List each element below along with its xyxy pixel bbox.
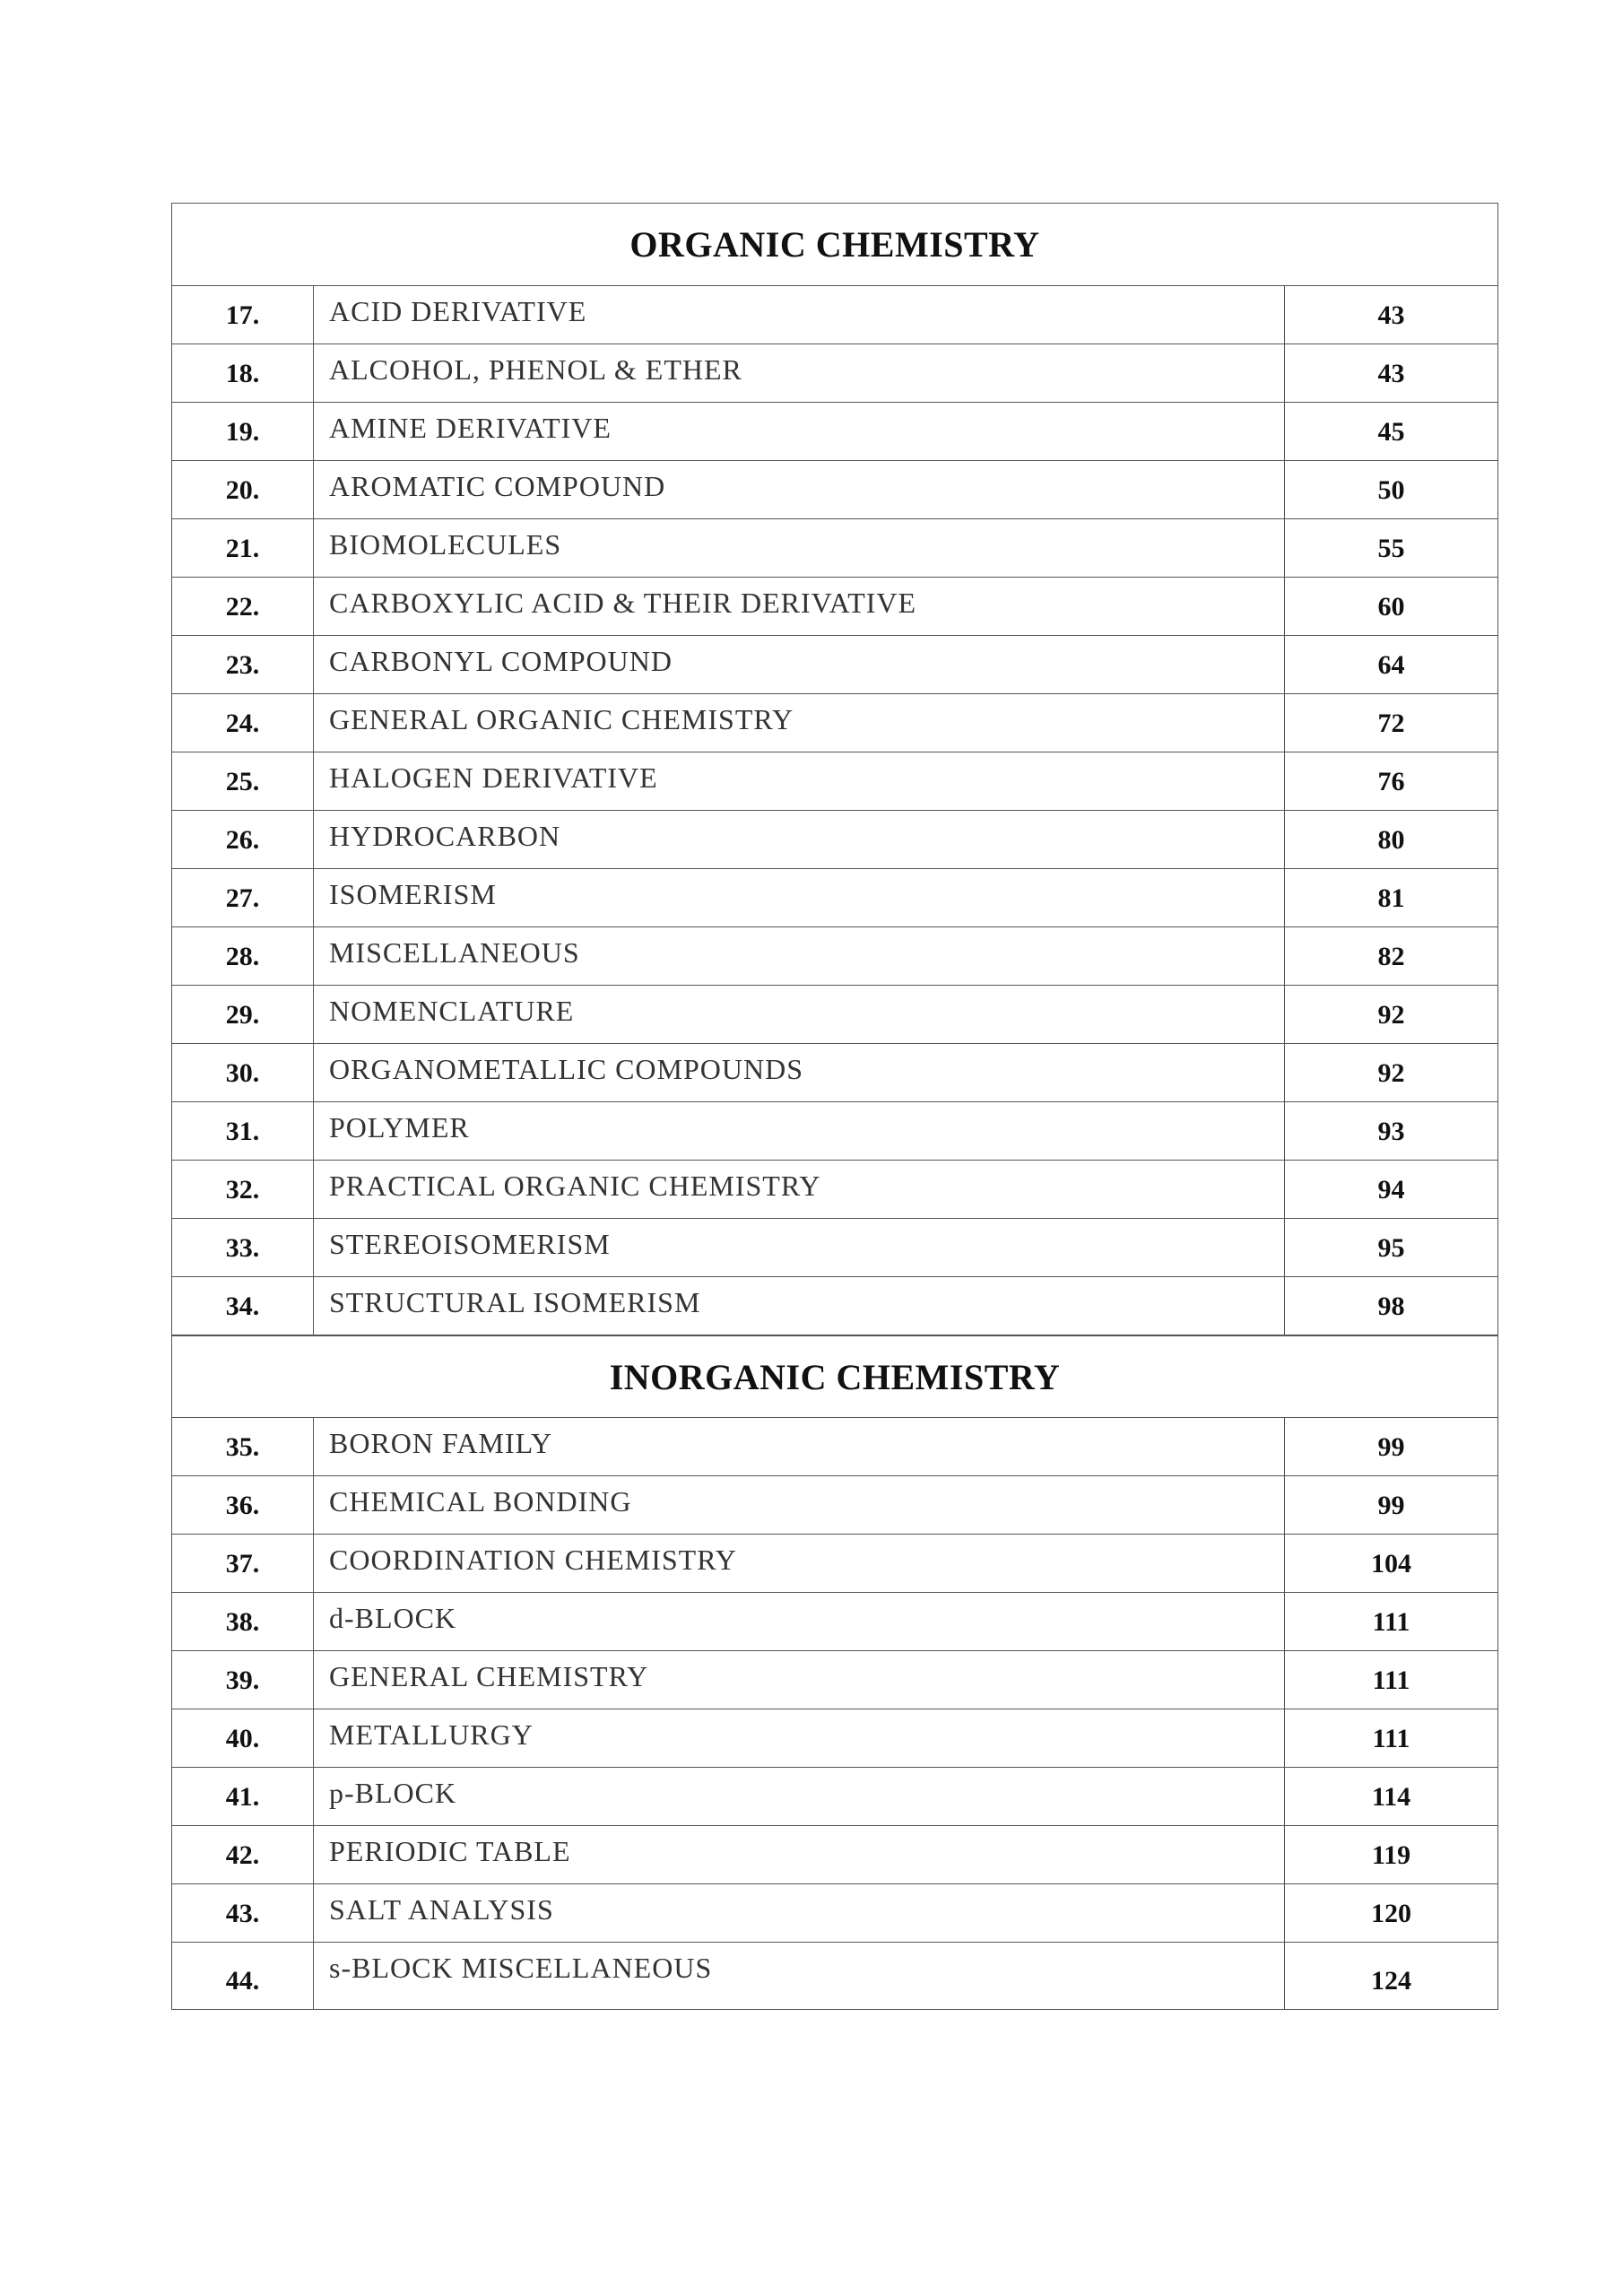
chapter-title: HALOGEN DERIVATIVE [314,752,1285,810]
table-row [172,403,1497,461]
chapter-title: p-BLOCK [314,1768,1285,1825]
table-of-contents [171,203,1498,2010]
inorganic-rows [172,1418,1497,2009]
chapter-number: 43. [172,1884,314,1942]
chapter-title: COORDINATION CHEMISTRY [314,1535,1285,1592]
chapter-number: 21. [172,519,314,577]
page-number: 99 [1377,1491,1405,1520]
chapter-title: s-BLOCK MISCELLANEOUS [314,1943,1285,2009]
page-number: 72 [1377,709,1405,738]
chapter-number: 28. [172,927,314,985]
chapter-title: ISOMERISM [314,869,1285,926]
chapter-number: 20. [172,461,314,518]
page-number: 119 [1371,1840,1411,1870]
chapter-number: 36. [172,1476,314,1534]
chapter-title: d-BLOCK [314,1593,1285,1650]
chapter-number: 18. [172,344,314,402]
chapter-number: 32. [172,1161,314,1218]
page-number: 104 [1371,1549,1411,1578]
page-number: 98 [1377,1292,1405,1321]
chapter-number: 42. [172,1826,314,1883]
table-row [172,752,1497,811]
chapter-number: 37. [172,1535,314,1592]
table-row [172,578,1497,636]
page-number: 60 [1377,592,1405,622]
page-number: 92 [1377,1058,1405,1088]
chapter-title: ALCOHOL, PHENOL & ETHER [314,344,1285,402]
chapter-title: HYDROCARBON [314,811,1285,868]
table-row [172,1535,1497,1593]
chapter-number: 40. [172,1709,314,1767]
table-row [172,1943,1497,2009]
page-number: 50 [1377,475,1405,505]
chapter-title: PERIODIC TABLE [314,1826,1285,1883]
table-row [172,636,1497,694]
page-number: 81 [1377,883,1405,913]
table-row [172,1826,1497,1884]
chapter-title: CARBONYL COMPOUND [314,636,1285,693]
page-number: 43 [1377,359,1405,388]
page-number: 99 [1377,1432,1405,1462]
page-number: 114 [1371,1782,1411,1812]
chapter-title: SALT ANALYSIS [314,1884,1285,1942]
chapter-number: 29. [172,986,314,1043]
chapter-number: 22. [172,578,314,635]
table-row [172,1044,1497,1102]
page-number: 111 [1372,1607,1410,1637]
table-row [172,461,1497,519]
chapter-number: 39. [172,1651,314,1709]
table-row [172,1884,1497,1943]
chapter-title: NOMENCLATURE [314,986,1285,1043]
table-row [172,1277,1497,1335]
chapter-title: POLYMER [314,1102,1285,1160]
chapter-title: AROMATIC COMPOUND [314,461,1285,518]
page-number: 82 [1377,942,1405,971]
table-row [172,1219,1497,1277]
page-number: 45 [1377,417,1405,447]
chapter-title: BIOMOLECULES [314,519,1285,577]
table-row [172,1768,1497,1826]
chapter-number: 34. [172,1277,314,1335]
chapter-number: 19. [172,403,314,460]
page-number: 95 [1377,1233,1405,1263]
page-number: 120 [1371,1899,1411,1928]
page-number: 111 [1372,1724,1410,1753]
chapter-title: METALLURGY [314,1709,1285,1767]
page-number: 76 [1377,767,1405,796]
chapter-number: 31. [172,1102,314,1160]
chapter-title: CHEMICAL BONDING [314,1476,1285,1534]
section-heading-inorganic: INORGANIC CHEMISTRY [172,1335,1497,1418]
chapter-title: MISCELLANEOUS [314,927,1285,985]
page-number: 92 [1377,1000,1405,1030]
page-number: 111 [1372,1665,1410,1695]
page-number: 55 [1377,534,1405,563]
table-row [172,1476,1497,1535]
chapter-number: 23. [172,636,314,693]
chapter-number: 35. [172,1418,314,1475]
chapter-number: 26. [172,811,314,868]
chapter-title: AMINE DERIVATIVE [314,403,1285,460]
chapter-title: ACID DERIVATIVE [314,286,1285,344]
page-number: 94 [1377,1175,1405,1205]
table-row [172,344,1497,403]
chapter-title: GENERAL ORGANIC CHEMISTRY [314,694,1285,752]
table-row [172,811,1497,869]
chapter-title: GENERAL CHEMISTRY [314,1651,1285,1709]
table-row [172,986,1497,1044]
page-number: 80 [1377,825,1405,855]
chapter-title: ORGANOMETALLIC COMPOUNDS [314,1044,1285,1101]
table-row [172,1709,1497,1768]
chapter-title: STEREOISOMERISM [314,1219,1285,1276]
chapter-number: 27. [172,869,314,926]
table-row [172,1418,1497,1476]
table-row [172,927,1497,986]
page-number: 124 [1371,1966,1411,1996]
table-row [172,1593,1497,1651]
chapter-number: 38. [172,1593,314,1650]
chapter-title: STRUCTURAL ISOMERISM [314,1277,1285,1335]
page-number: 93 [1377,1117,1405,1146]
table-row [172,694,1497,752]
chapter-title: PRACTICAL ORGANIC CHEMISTRY [314,1161,1285,1218]
table-row [172,869,1497,927]
chapter-number: 44. [172,1943,314,2009]
section-heading-organic: ORGANIC CHEMISTRY [172,204,1497,286]
chapter-number: 33. [172,1219,314,1276]
chapter-number: 17. [172,286,314,344]
table-row [172,1161,1497,1219]
chapter-number: 25. [172,752,314,810]
page-number: 43 [1377,300,1405,330]
chapter-number: 41. [172,1768,314,1825]
table-row [172,519,1497,578]
chapter-title: CARBOXYLIC ACID & THEIR DERIVATIVE [314,578,1285,635]
chapter-number: 24. [172,694,314,752]
page-number: 64 [1377,650,1405,680]
organic-rows [172,286,1497,1335]
chapter-number: 30. [172,1044,314,1101]
table-row [172,286,1497,344]
chapter-title: BORON FAMILY [314,1418,1285,1475]
table-row [172,1102,1497,1161]
table-row [172,1651,1497,1709]
